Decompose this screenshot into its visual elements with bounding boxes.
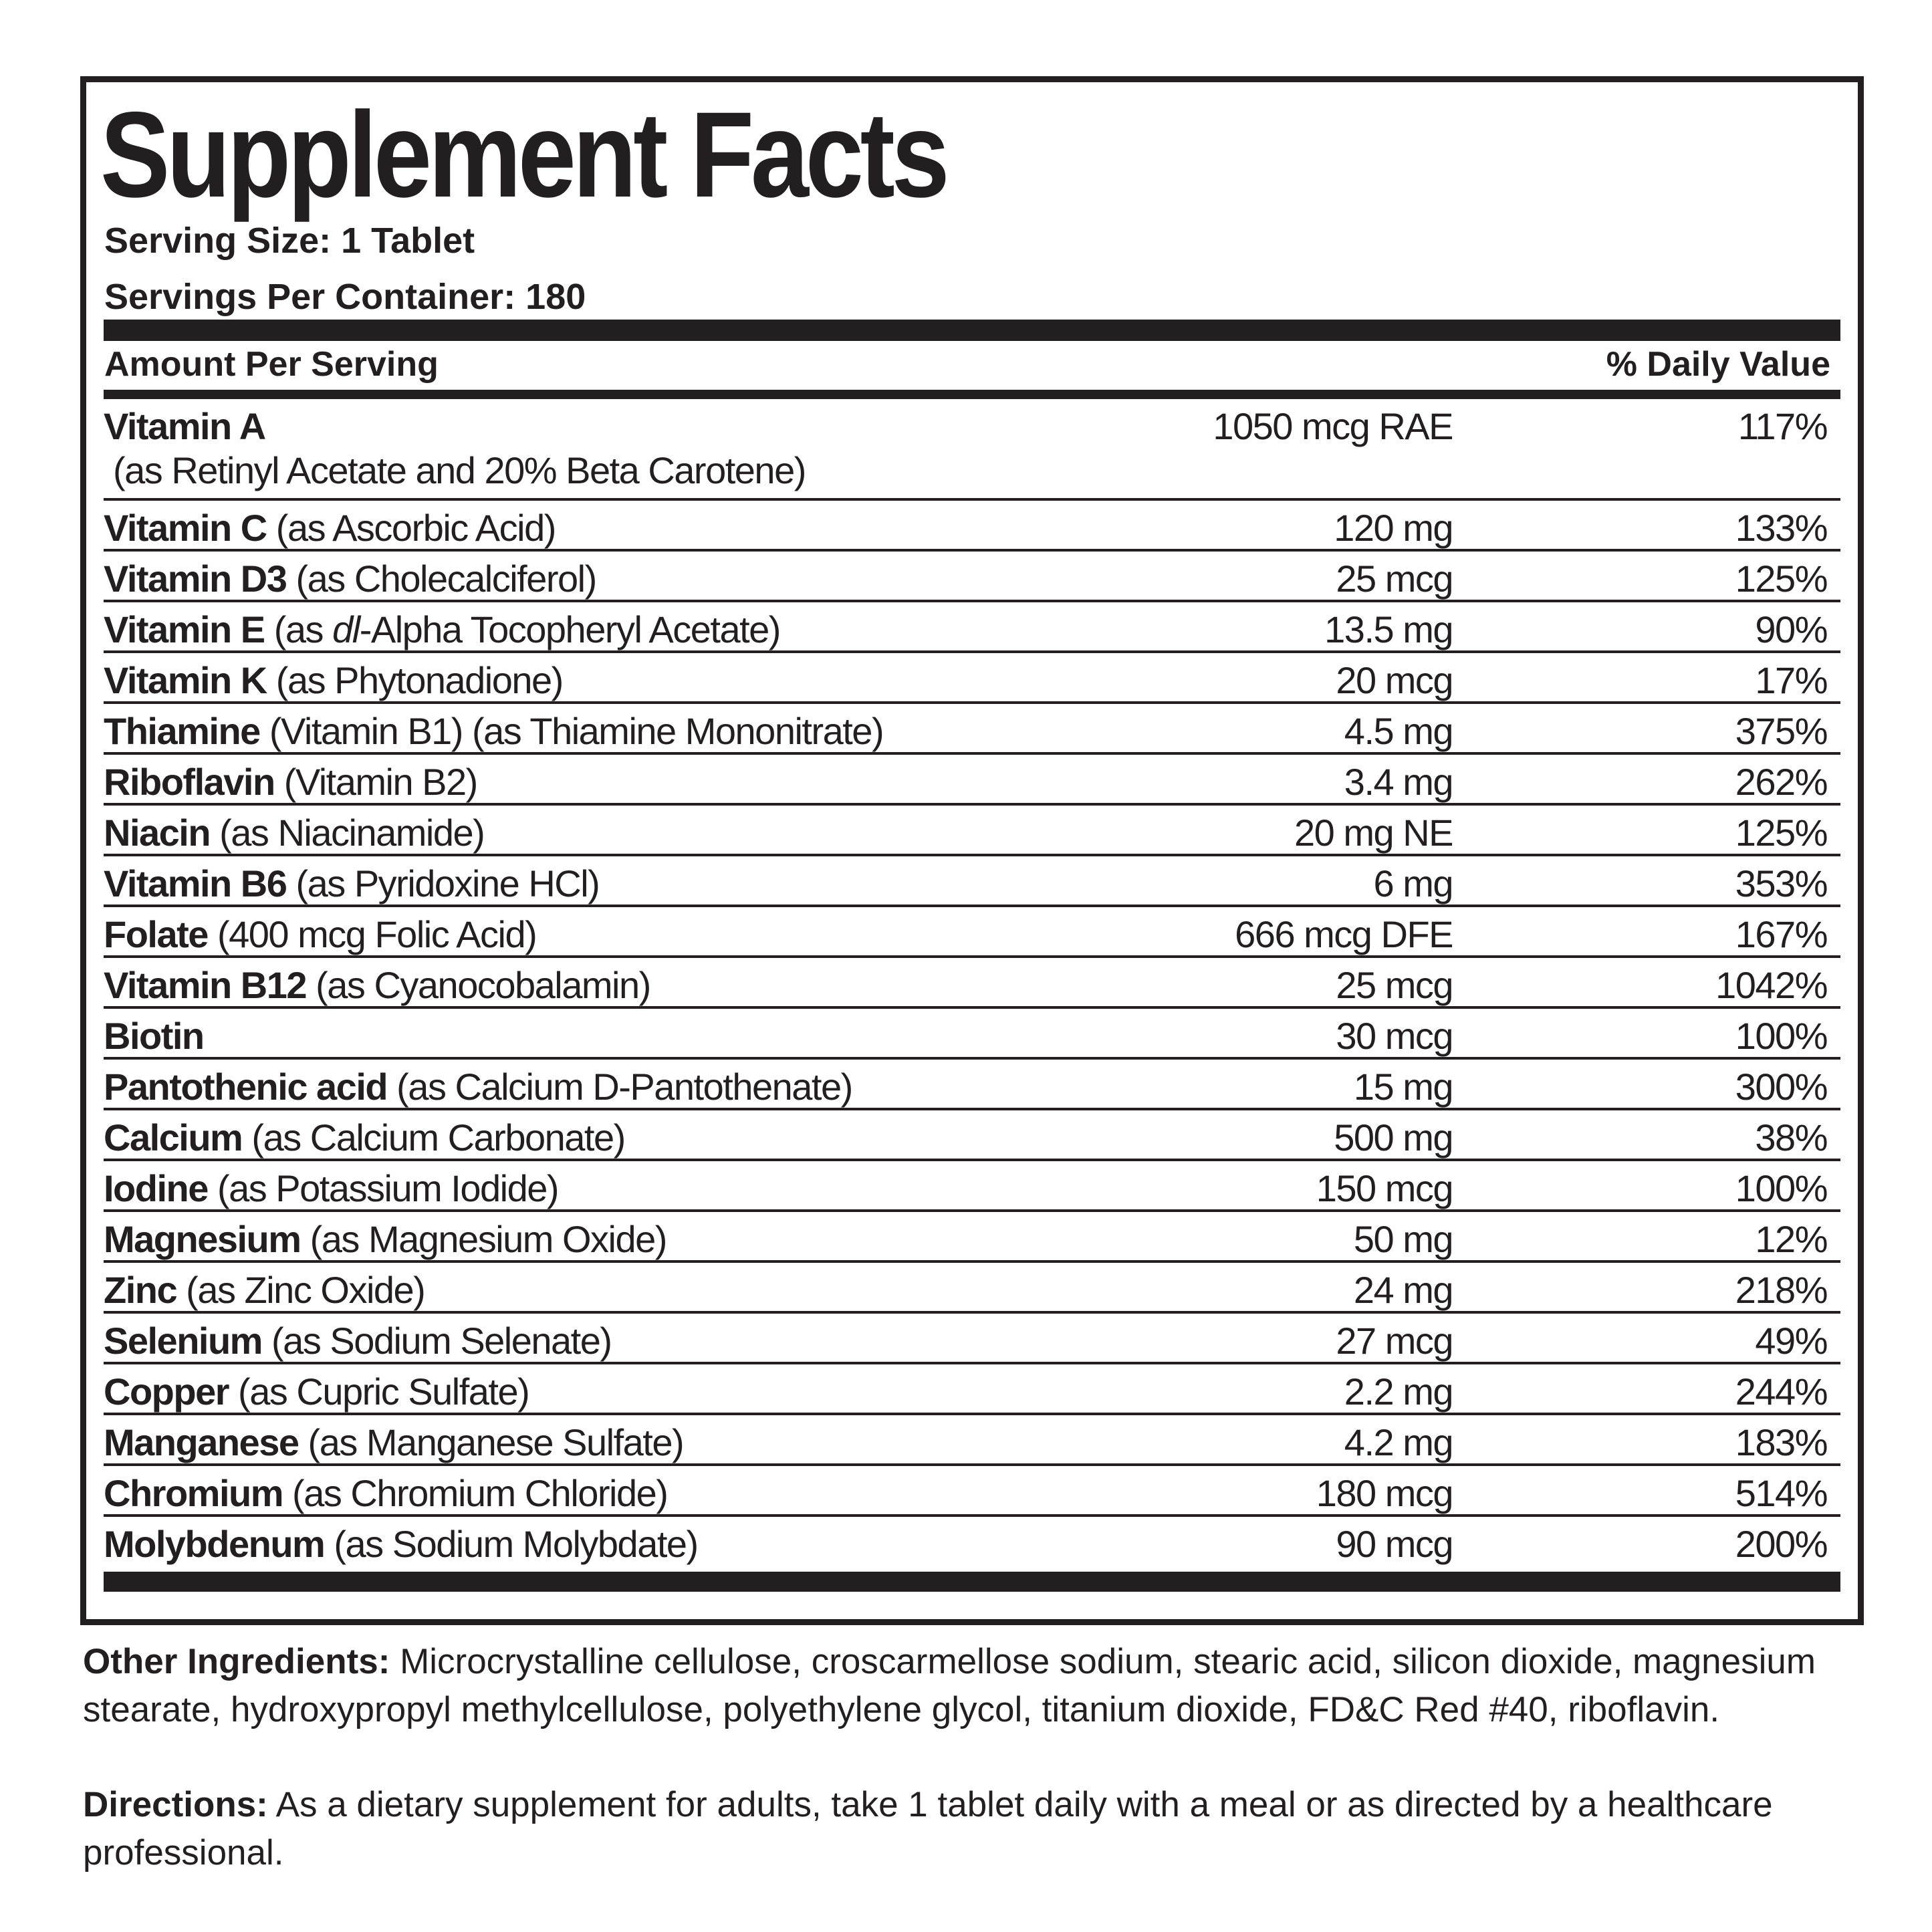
nutrient-source: (as Niacinamide) [210, 812, 485, 854]
nutrient-amount: 15 mg [1353, 1066, 1453, 1108]
panel-title: Supplement Facts [100, 86, 947, 223]
nutrient-label: Vitamin E [104, 608, 265, 650]
nutrient-label: Vitamin B6 [104, 862, 287, 904]
nutrient-amount: 1050 mcg RAE [1213, 405, 1453, 447]
serving-size: Serving Size: 1 Tablet [104, 221, 475, 261]
nutrient-name [104, 1065, 852, 1109]
nutrient-source: (as Sodium Selenate) [261, 1320, 612, 1362]
nutrient-daily-value: 300% [1735, 1066, 1827, 1108]
medium-divider [104, 390, 1840, 399]
nutrient-amount: 30 mcg [1336, 1015, 1453, 1057]
nutrient-label: Chromium [104, 1472, 283, 1514]
nutrient-daily-value: 353% [1735, 862, 1827, 904]
nutrient-amount: 666 mcg DFE [1235, 913, 1453, 955]
nutrient-daily-value: 100% [1735, 1167, 1827, 1209]
nutrient-row [104, 399, 1840, 501]
nutrient-name [104, 658, 563, 703]
nutrient-source: (as Potassium Iodide) [207, 1167, 559, 1209]
nutrient-daily-value: 1042% [1715, 964, 1827, 1006]
nutrient-name [104, 1370, 529, 1414]
nutrient-label: Folate [104, 913, 208, 955]
nutrient-amount: 90 mcg [1336, 1523, 1453, 1565]
nutrient-label: Manganese [104, 1421, 299, 1463]
nutrient-source: (as Zinc Oxide) [176, 1269, 425, 1311]
nutrient-amount: 50 mg [1353, 1218, 1453, 1260]
nutrient-amount: 4.2 mg [1344, 1421, 1453, 1463]
nutrient-label: Copper [104, 1370, 229, 1413]
nutrient-name [104, 506, 556, 550]
nutrient-label: Iodine [104, 1167, 208, 1209]
nutrient-name [104, 913, 536, 957]
nutrient-label: Vitamin D3 [104, 558, 287, 600]
nutrient-name [104, 557, 596, 601]
other-ingredients [83, 1638, 1861, 1734]
nutrient-source: (Vitamin B1) (as Thiamine Mononitrate) [259, 710, 884, 752]
nutrient-source: (as Sodium Molybdate) [324, 1523, 698, 1565]
nutrient-amount: 25 mcg [1336, 558, 1453, 600]
nutrient-name [104, 963, 650, 1007]
nutrient-label: Vitamin K [104, 659, 267, 701]
nutrient-source: (as Magnesium Oxide) [300, 1218, 667, 1260]
nutrient-daily-value: 262% [1735, 761, 1827, 803]
nutrient-source: (as Phytonadione) [266, 659, 563, 701]
nutrient-source: (Vitamin B2) [274, 761, 477, 803]
nutrient-source: (as Ascorbic Acid) [266, 507, 556, 549]
nutrient-label: Riboflavin [104, 761, 275, 803]
nutrient-name [104, 1014, 204, 1058]
nutrient-source: (as Pyridoxine HCl) [286, 862, 600, 904]
nutrient-source: (as Cyanocobalamin) [306, 964, 650, 1006]
nutrient-label: Vitamin C [104, 507, 267, 549]
nutrient-name [104, 608, 780, 652]
nutrient-source: (400 mcg Folic Acid) [207, 913, 537, 955]
nutrient-label: Molybdenum [104, 1523, 325, 1565]
nutrient-amount: 24 mg [1353, 1269, 1453, 1311]
nutrient-amount: 180 mcg [1316, 1472, 1453, 1514]
nutrient-daily-value: 183% [1735, 1421, 1827, 1463]
directions [83, 1781, 1861, 1877]
nutrient-name [104, 404, 265, 449]
nutrient-label: Vitamin B12 [104, 964, 307, 1006]
nutrient-row [104, 1364, 1840, 1415]
nutrient-row [104, 1466, 1840, 1517]
nutrient-row [104, 1161, 1840, 1212]
nutrient-row [104, 1263, 1840, 1314]
nutrient-row [104, 1009, 1840, 1060]
nutrient-amount: 27 mcg [1336, 1320, 1453, 1362]
nutrient-row [104, 501, 1840, 552]
nutrient-daily-value: 218% [1735, 1269, 1827, 1311]
nutrient-daily-value: 167% [1735, 913, 1827, 955]
nutrient-name [104, 1167, 558, 1211]
nutrient-row [104, 653, 1840, 704]
nutrient-source: (as Cholecalciferol) [286, 558, 596, 600]
nutrient-amount: 150 mcg [1316, 1167, 1453, 1209]
nutrient-label: Vitamin A [104, 405, 265, 447]
nutrient-name [104, 1421, 683, 1465]
nutrient-daily-value: 49% [1755, 1320, 1827, 1362]
nutrient-name [104, 1116, 625, 1160]
nutrient-daily-value: 375% [1735, 710, 1827, 752]
amount-per-serving-header: Amount Per Serving [104, 345, 439, 384]
nutrient-daily-value: 125% [1735, 558, 1827, 600]
nutrient-row [104, 602, 1840, 653]
nutrient-label: Selenium [104, 1320, 262, 1362]
nutrient-row [104, 1314, 1840, 1364]
nutrient-name [104, 1319, 612, 1363]
nutrient-amount: 120 mg [1334, 507, 1453, 549]
nutrient-label: Calcium [104, 1116, 243, 1159]
nutrient-label: Niacin [104, 812, 211, 854]
nutrient-row [104, 1212, 1840, 1263]
nutrient-name [104, 811, 484, 855]
nutrient-label: Thiamine [104, 710, 260, 752]
nutrient-row [104, 856, 1840, 907]
nutrient-daily-value: 17% [1755, 659, 1827, 701]
nutrient-daily-value: 133% [1735, 507, 1827, 549]
nutrient-row [104, 1415, 1840, 1466]
nutrient-source-line: (as Retinyl Acetate and 20% Beta Carotene) [113, 449, 806, 491]
thick-divider-top [104, 320, 1840, 341]
nutrient-name [104, 760, 477, 804]
nutrient-source: (as Calcium Carbonate) [242, 1116, 625, 1159]
nutrient-row [104, 755, 1840, 806]
nutrient-name [104, 1522, 698, 1566]
nutrient-daily-value: 90% [1755, 608, 1827, 650]
nutrient-amount: 25 mcg [1336, 964, 1453, 1006]
nutrient-amount: 500 mg [1334, 1116, 1453, 1159]
nutrient-row [104, 806, 1840, 856]
nutrient-daily-value: 125% [1735, 812, 1827, 854]
nutrient-name [104, 709, 883, 753]
nutrient-daily-value: 514% [1735, 1472, 1827, 1514]
nutrient-source-italic: dl [332, 608, 360, 650]
other-ingredients-label: Other Ingredients: [83, 1642, 390, 1681]
nutrient-amount: 2.2 mg [1344, 1370, 1453, 1413]
nutrient-amount: 3.4 mg [1344, 761, 1453, 803]
nutrient-row [104, 907, 1840, 958]
other-ingredients-text: Microcrystalline cellulose, croscarmellose sodium, stearic acid, silicon dioxide, magnesium stearate, hydroxypropyl methylcellulose, polyethylene glycol, titanium dioxide, FD&C Red #40, riboflavin. [83, 1642, 1816, 1729]
nutrient-source: (as Chromium Chloride) [283, 1472, 668, 1514]
nutrient-row [104, 704, 1840, 755]
nutrient-row [104, 958, 1840, 1009]
nutrient-amount: 20 mcg [1336, 659, 1453, 701]
nutrient-amount: 4.5 mg [1344, 710, 1453, 752]
nutrient-name [104, 1217, 667, 1261]
nutrient-source: (as Cupric Sulfate) [229, 1370, 529, 1413]
nutrient-daily-value: 12% [1755, 1218, 1827, 1260]
nutrient-label: Magnesium [104, 1218, 301, 1260]
nutrient-daily-value: 100% [1735, 1015, 1827, 1057]
nutrient-row [104, 552, 1840, 602]
nutrient-daily-value: 117% [1737, 405, 1827, 447]
nutrient-daily-value: 244% [1735, 1370, 1827, 1413]
nutrient-label: Biotin [104, 1015, 204, 1057]
nutrient-row [104, 1110, 1840, 1161]
servings-per-container: Servings Per Container: 180 [104, 277, 586, 317]
nutrient-amount: 13.5 mg [1324, 608, 1453, 650]
directions-label: Directions: [83, 1785, 268, 1824]
nutrient-source: (as Manganese Sulfate) [298, 1421, 684, 1463]
nutrient-source: (as [264, 608, 333, 650]
nutrient-row [104, 1060, 1840, 1110]
nutrient-source-rest: -Alpha Tocopheryl Acetate) [359, 608, 780, 650]
nutrient-amount: 20 mg NE [1294, 812, 1453, 854]
nutrient-amount: 6 mg [1373, 862, 1453, 904]
nutrient-label: Pantothenic acid [104, 1066, 388, 1108]
nutrient-name [104, 862, 599, 906]
directions-text: As a dietary supplement for adults, take 1 tablet daily with a meal or as directed by a healthcare professional. [83, 1785, 1773, 1873]
nutrient-daily-value: 200% [1735, 1523, 1827, 1565]
nutrient-row [104, 1517, 1840, 1568]
thick-divider-bottom [104, 1572, 1840, 1592]
nutrient-daily-value: 38% [1755, 1116, 1827, 1159]
nutrient-name [104, 1471, 667, 1516]
nutrient-source: (as Calcium D-Pantothenate) [387, 1066, 852, 1108]
nutrient-label: Zinc [104, 1269, 177, 1311]
daily-value-header: % Daily Value [1606, 345, 1830, 384]
nutrient-name [104, 1268, 425, 1312]
